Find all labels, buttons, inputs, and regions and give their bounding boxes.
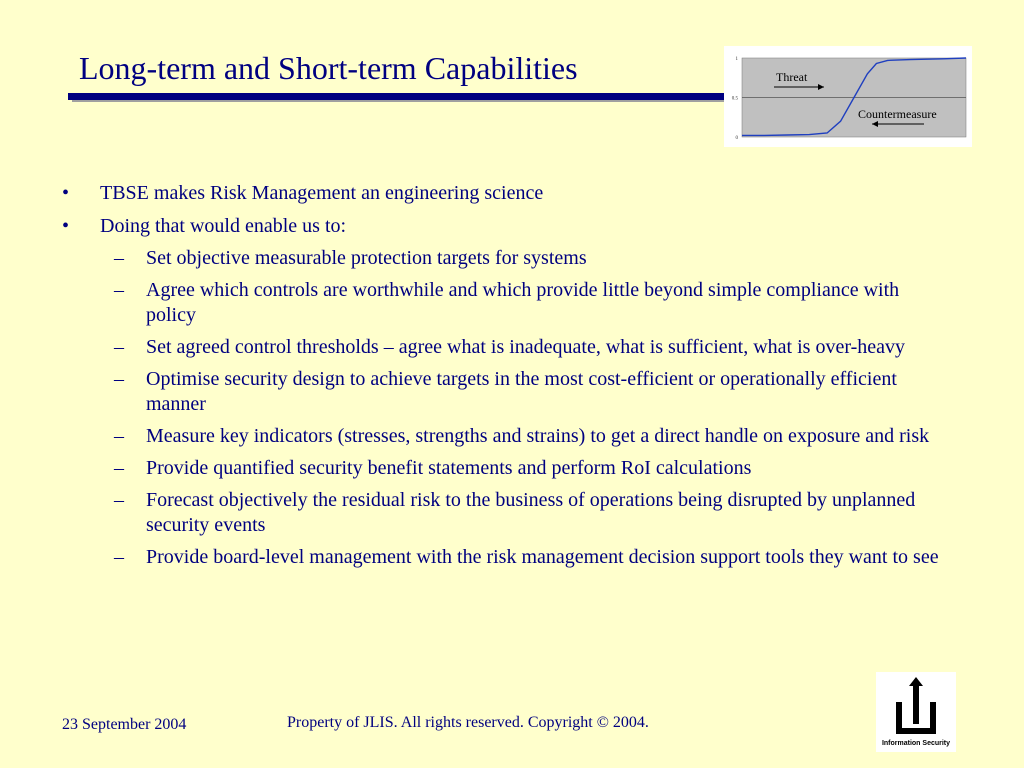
chart-ytick-label: 1 bbox=[735, 57, 738, 62]
chart-ytick-label: 0.5 bbox=[731, 96, 738, 102]
sub-bullet-item bbox=[62, 246, 942, 271]
footer-date: 23 September 2004 bbox=[62, 716, 187, 733]
sub-bullet-item bbox=[62, 545, 942, 570]
jlis-logo bbox=[876, 672, 956, 752]
sub-bullet-item bbox=[62, 335, 942, 360]
bullet-marker: – bbox=[114, 368, 124, 390]
bullet-marker: – bbox=[114, 425, 124, 447]
footer-copyright: Property of JLIS. All rights reserved. Copyright © 2004. bbox=[287, 714, 649, 731]
sub-bullet-item bbox=[62, 278, 942, 328]
bullet-text: Forecast objectively the residual risk to the business of operations being disrupted by unplanned security events bbox=[146, 489, 916, 536]
sub-bullet-item bbox=[62, 424, 942, 449]
bullet-marker: – bbox=[114, 457, 124, 479]
sub-bullet-item bbox=[62, 367, 942, 417]
bullet-text: Set objective measurable protection targets for systems bbox=[146, 247, 587, 269]
bullet-item bbox=[62, 180, 942, 206]
bullet-text: Provide board-level management with the risk management decision support tools they want to see bbox=[146, 546, 939, 568]
bullet-text: Provide quantified security benefit statements and perform RoI calculations bbox=[146, 457, 752, 479]
sigmoid-chart bbox=[724, 46, 972, 147]
chart-ytick-label: 0 bbox=[735, 136, 738, 141]
bullet-marker: – bbox=[114, 279, 124, 301]
sub-bullet-item bbox=[62, 488, 942, 538]
bullet-text: TBSE makes Risk Management an engineering science bbox=[100, 182, 544, 204]
bullet-text: Doing that would enable us to: bbox=[100, 215, 347, 237]
sub-bullet-item bbox=[62, 456, 942, 481]
bullet-marker: – bbox=[114, 489, 124, 511]
bullet-text: Set agreed control thresholds – agree what is inadequate, what is sufficient, what is over-heavy bbox=[146, 336, 905, 358]
title-rule bbox=[68, 93, 724, 100]
bullet-marker: – bbox=[114, 546, 124, 568]
bullet-list bbox=[62, 180, 942, 577]
chart-annotation-countermeasure: Countermeasure bbox=[858, 107, 937, 121]
slide-title: Long-term and Short-term Capabilities bbox=[79, 50, 578, 86]
chart-svg bbox=[724, 46, 972, 147]
bullet-marker: • bbox=[62, 215, 70, 237]
bullet-marker: – bbox=[114, 247, 124, 269]
bullet-text: Optimise security design to achieve targets in the most cost-efficient or operationally efficient manner bbox=[146, 368, 897, 415]
bullet-item bbox=[62, 213, 942, 239]
bullet-text: Agree which controls are worthwhile and which provide little beyond simple compliance with policy bbox=[146, 279, 900, 326]
chart-annotation-threat: Threat bbox=[776, 70, 808, 84]
logo-caption: Information Security bbox=[881, 740, 951, 747]
bullet-marker: • bbox=[62, 182, 70, 204]
bullet-text: Measure key indicators (stresses, strengths and strains) to get a direct handle on exposure and risk bbox=[146, 425, 930, 447]
bullet-marker: – bbox=[114, 336, 124, 358]
